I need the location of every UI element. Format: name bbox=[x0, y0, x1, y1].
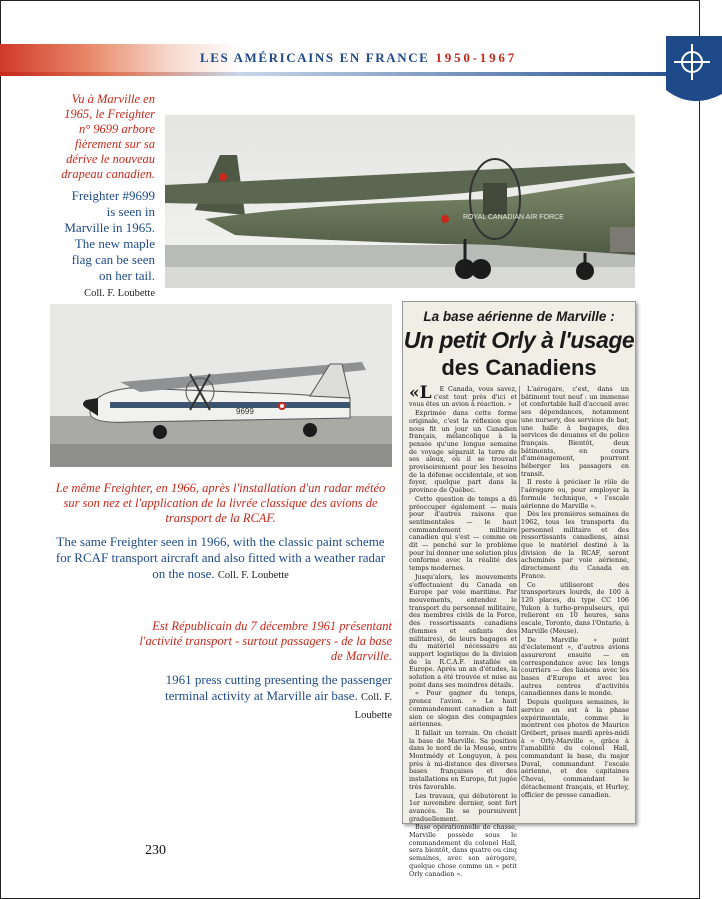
caption-photo2 bbox=[48, 481, 393, 584]
clipping-paragraph: Cette question de temps a dû préoccuper également — mais pour d'autres raisons que sentimentales — le haut commandement militaire canadien qui s'est — comme on dit — penché sur le problème pour lui donner une solution plus conforme avec la réalité des temps modernes. bbox=[409, 494, 517, 573]
clipping-paragraph: De Marville « point d'éclatement », d'autres avions assureront ensuite — en correspondance avec les longs courriers — des liaisons avec les bases d'Europe et avec les autres centres d'activités canadiennes dans le monde. bbox=[521, 635, 629, 698]
caption-photo1-french: Vu à Marville en 1965, le Freighter n° 9699 arbore fièrement sur sa dérive le nouveau drapeau canadien. bbox=[61, 92, 155, 181]
caption-photo2-english-text: The same Freighter seen in 1966, with the classic paint scheme for RCAF transport aircraft and also fitted with a weather radar on the nose. bbox=[55, 534, 386, 581]
clipping-paragraph: Il fallait un terrain. On choisit la base de Marville. Sa position dans le nord de la Meuse, entre Montmédy et Longuyon, à peu près à mi-distance des diverses bases françaises et des installations en Europe, fut jugée très favorable. bbox=[409, 728, 517, 791]
clipping-dropcap: «L bbox=[409, 383, 432, 403]
aircraft-marking: ROYAL CANADIAN AIR FORCE bbox=[463, 214, 564, 221]
clipping-paragraph: Depuis quelques semaines, le service en est à la phase expérimentale, comme le montrent ces photos de Maurice Grébert, prises mardi après-midi à « Orly-Marville », grâce à l'amabilité du colonel Hall, commandant la base, du major Duval, commandant l'escale aérienne, et des capitaines Chevai, commandant le détachement français, et Hurley, officier de presse canadien. bbox=[521, 698, 629, 799]
clipping-paragraph: « Pour gagner du temps, prenez l'avion. » Le haut commandement canadien a fait sien ce slogan des compagnies aériennes. bbox=[409, 689, 517, 729]
clipping-column-divider bbox=[519, 386, 520, 816]
clipping-headline-line2: des Canadiens bbox=[441, 355, 597, 380]
clipping-paragraph: L'aérogare, c'est, dans un bâtiment tout neuf : un immense et confortable hall d'accueil avec ses dépendances, notamment une nursery, des services de bar, une halle à bagages, des services de douanes et de police français. Bientôt, deux bâtiments, en cours d'aménagement, pourront héberger les passagers en transit. bbox=[521, 385, 629, 478]
clipping-paragraph: E Canada, vous savez, c'est tout près d'ici et vous êtes un avion à réaction. » bbox=[409, 385, 517, 409]
clipping-column-right bbox=[521, 386, 629, 800]
freighter-photo-1965 bbox=[165, 115, 635, 288]
nato-badge-icon bbox=[662, 30, 722, 110]
clipping-paragraph: Les travaux, qui débutèrent le 1er novembre dernier, sont fort avancés. Ils se poursuivent graduellement. bbox=[409, 791, 517, 823]
clipping-kicker: La base aérienne de Marville : bbox=[423, 309, 615, 324]
header-rule bbox=[0, 72, 700, 76]
clipping-paragraph: Dès les premières semaines de 1962, tous les transports du personnel militaire et des ressortissants canadiens, ainsi que le matériel destiné à la division de la RCAF, seront acheminés par voie aérienne, directement du Canada en France. bbox=[521, 510, 629, 580]
clipping-paragraph: Il reste à préciser le rôle de l'aérogare ou, pour employer la formule technique, « l'escale aérienne de Marville ». bbox=[521, 478, 629, 510]
caption-photo1 bbox=[60, 92, 155, 299]
caption-clipping-french: Est Républicain du 7 décembre 1961 présentant l'activité transport - surtout passagers - de la base de Marville. bbox=[139, 619, 392, 663]
caption-photo2-english bbox=[48, 534, 393, 584]
running-header bbox=[200, 50, 517, 66]
clipping-headline: Un petit Orly à l'usage bbox=[403, 327, 635, 353]
freighter-photo-1966 bbox=[50, 304, 392, 467]
clipping-column-left bbox=[409, 383, 517, 879]
aircraft-marking: 9699 bbox=[236, 407, 254, 416]
caption-photo2-credit: Coll. F. Loubette bbox=[217, 570, 289, 581]
newspaper-clipping bbox=[402, 301, 636, 878]
clipping-paragraph: Exprimée dans cette forme originale, c'est la réflexion que nous fit un jour un Canadien français, mélancolique à la pensée qu'une longue semaine de voyage séparait la terre de ses aïeux, où il se trouvait provisoirement pour les besoins de la défense occidentale, et son foyer, quelque part dans la province de Québec. bbox=[409, 409, 517, 495]
clipping-paragraph: Jusqu'alors, les mouvements s'effectuaient du Canada en Europe par voie maritime. Par mouvements, entendez le transport du personnel militaire, des membres civils de la Force, des ressortissants canadiens (femmes et enfants des militaires), de leurs bagages et du matériel nécessaire au support logistique de la division de la R.C.A.F. installée en Europe. Après un an d'études, la solution a été trouvée et mise au point dans ses moindres détails. bbox=[409, 572, 517, 689]
clipping-paragraph: Ce utiliseront des transporteurs lourds, de 100 à 120 places, du type CC 106 Yukon à turbo-propulseurs, qui relieront en 10 heures, sans escale, Toronto, dans l'Ontario, à Marville (Meuse). bbox=[521, 580, 629, 635]
caption-clipping-english bbox=[130, 672, 392, 724]
caption-clipping-english-text: 1961 press cutting presenting the passenger terminal activity at Marville air base. bbox=[165, 672, 392, 703]
caption-photo1-english: Freighter #9699 is seen in Marville in 1965. The new maple flag can be seen on her tail. bbox=[64, 188, 155, 283]
caption-clipping bbox=[130, 619, 392, 724]
clipping-paragraph: Base opérationnelle de chasse, Marville possède sous le commandement du colonel Hall, sera bientôt, dans quatre ou cinq semaines, avec son aérogare, quelque chose comme un « petit Orly canadien ». bbox=[409, 823, 517, 878]
page-number: 230 bbox=[145, 843, 166, 858]
caption-photo2-french: Le même Freighter, en 1966, après l'installation d'un radar météo sur son nez et l'application de la livrée classique des avions de transport de la RCAF. bbox=[55, 481, 386, 525]
caption-clipping-credit: Coll. F. Loubette bbox=[354, 692, 392, 721]
header-title: LES AMÉRICAINS EN FRANCE bbox=[200, 50, 430, 65]
caption-photo1-credit: Coll. F. Loubette bbox=[84, 288, 155, 299]
header-years: 1950-1967 bbox=[435, 50, 517, 65]
